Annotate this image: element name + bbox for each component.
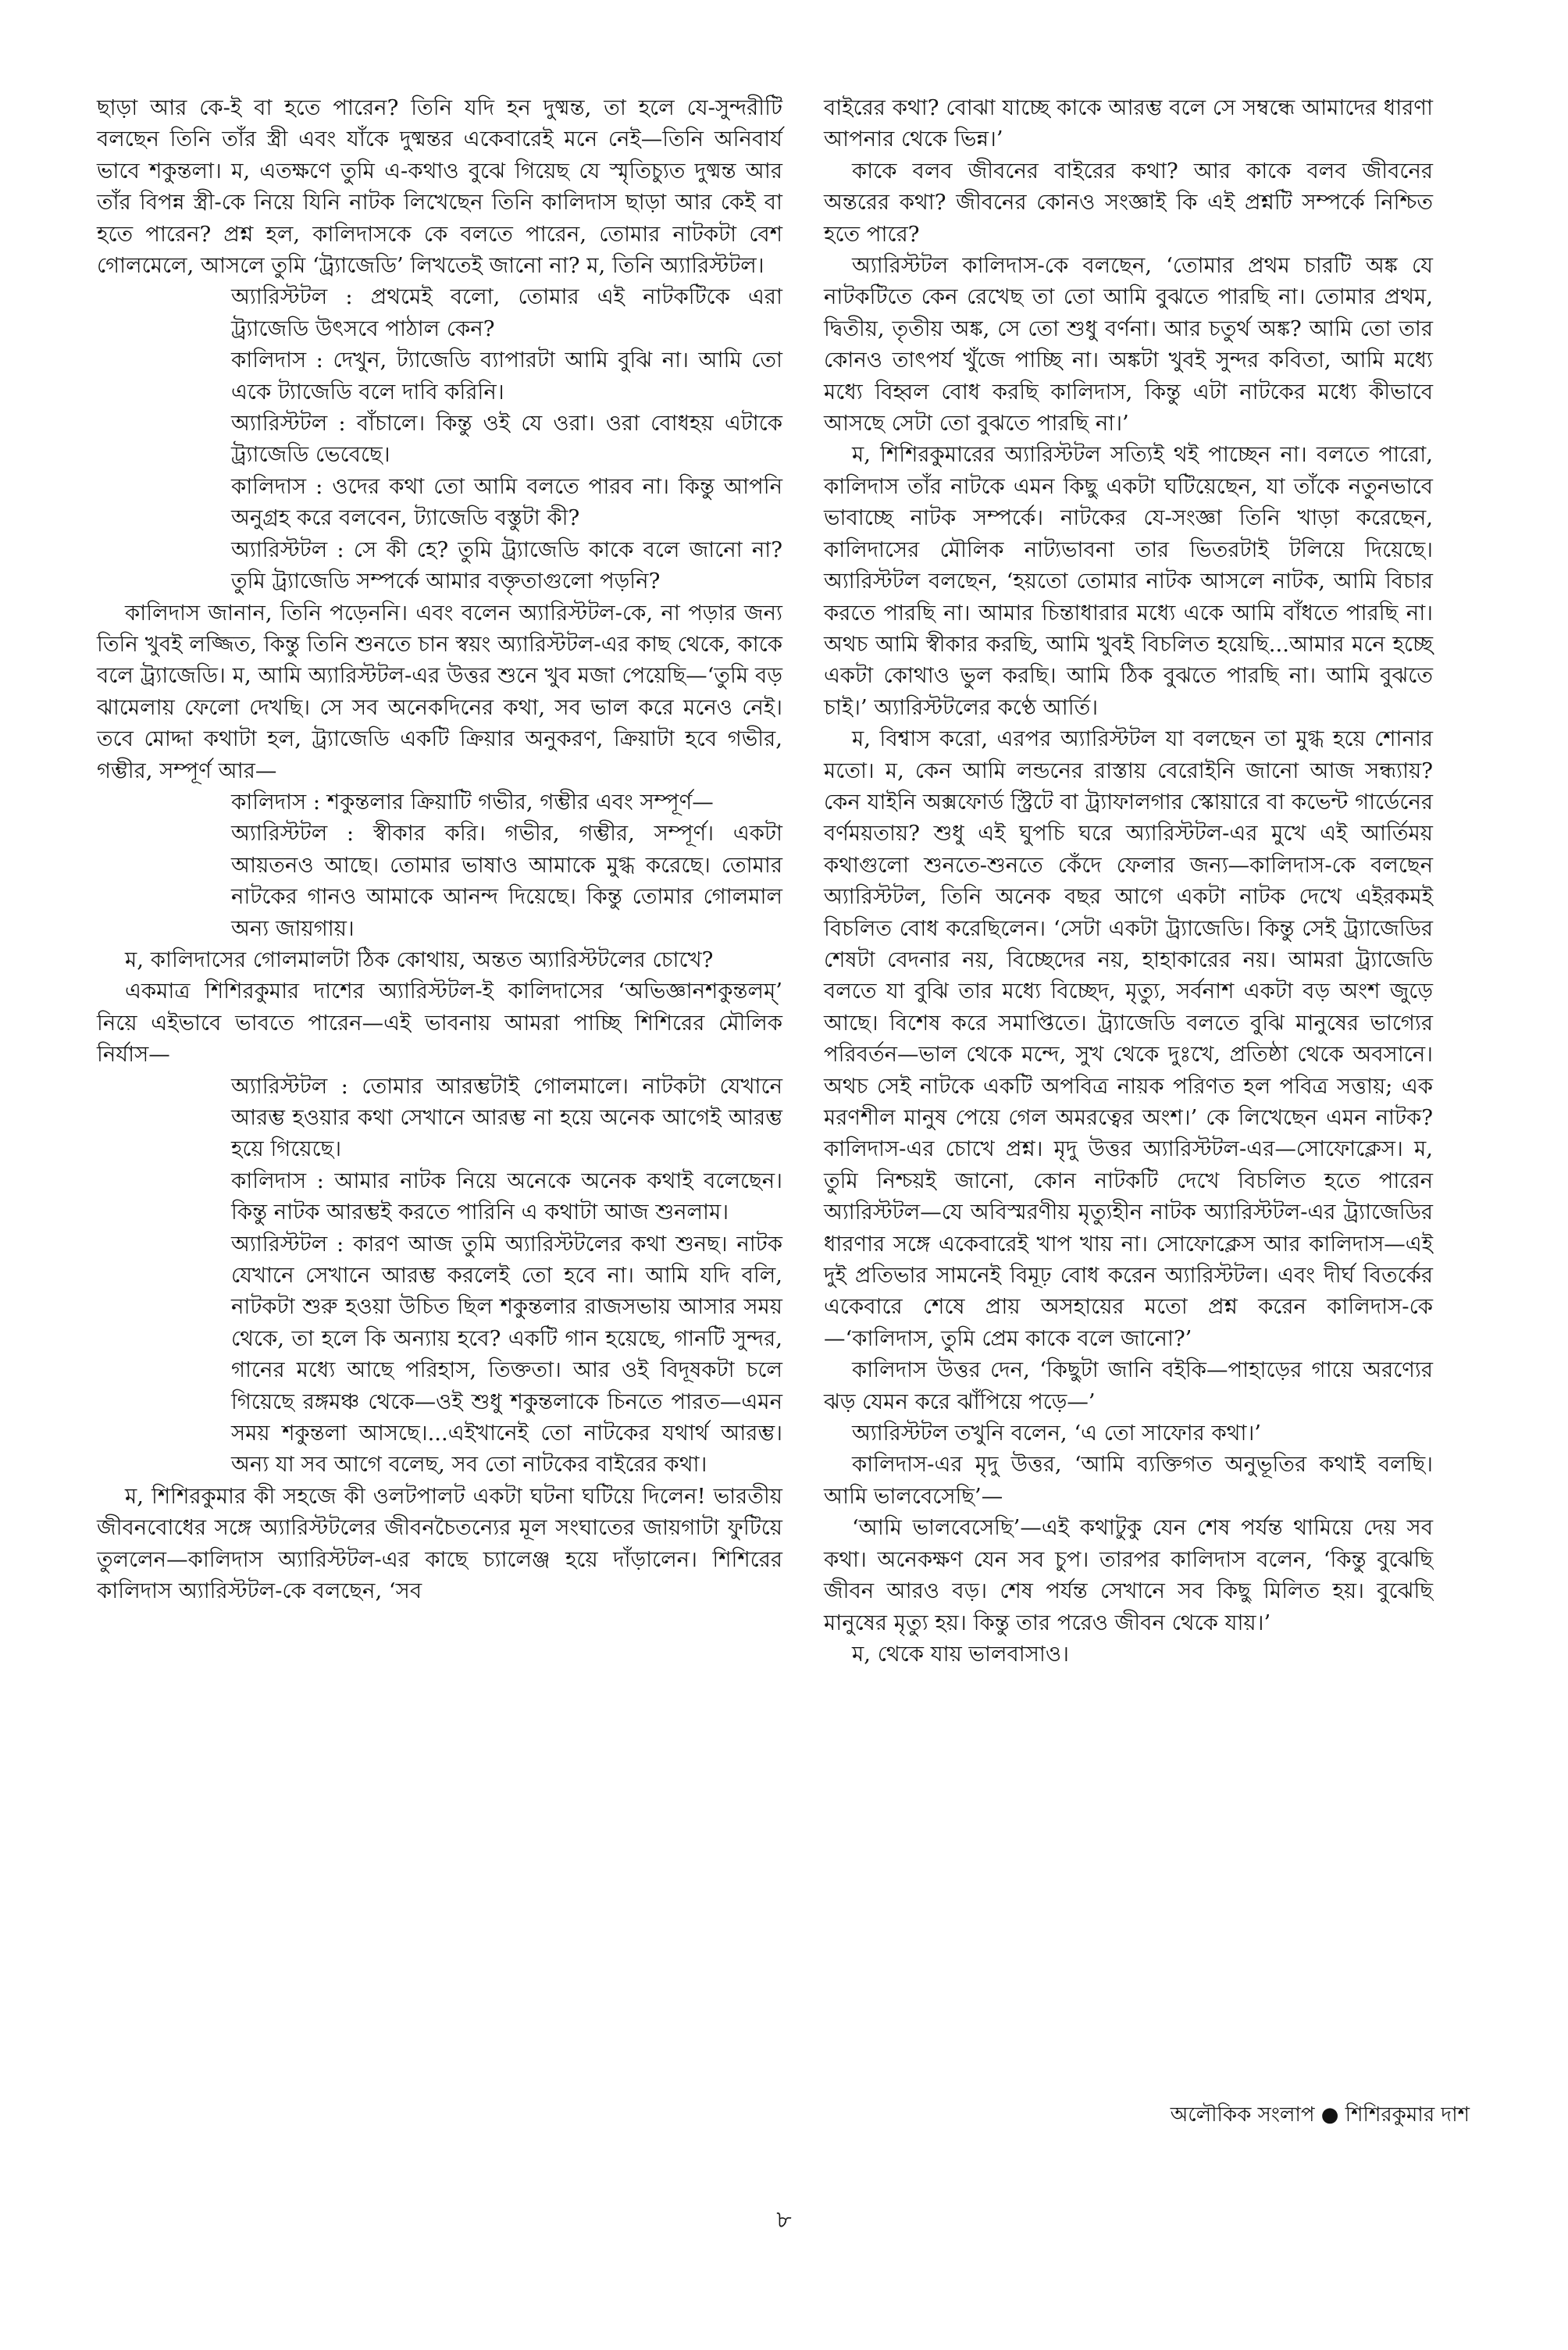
- body-paragraph: ম, বিশ্বাস করো, এরপর অ্যারিস্টটল যা বলছেন তা মুগ্ধ হয়ে শোনার মতো। ম, কেন আমি লন্ডনের রাস্তায় বেরোইনি জানো আজ সন্ধ্যায়? কেন যাইনি অক্সফোর্ড স্ট্রিটে বা ট্র্যাফালগার স্কোয়ারে বা কভেন্ট গার্ডেনের বর্ণময়তায়? শুধু এই ঘুপচি ঘরে অ্যারিস্টটল-এর মুখে এই আর্তিময় কথাগুলো শুনতে-শুনতে কেঁদে ফেলার জন্য—কালিদাস-কে বলছেন অ্যারিস্টটল, তিনি অনেক বছর আগে একটা নাটক দেখে এইরকমই বিচলিত বোধ করেছিলেন। ‘সেটা একটা ট্র্যাজেডি। কিন্তু সেই ট্র্যাজেডির শেষটা বেদনার নয়, বিচ্ছেদের নয়, হাহাকারের নয়। আমরা ট্র্যাজেডি বলতে যা বুঝি তার মধ্যে বিচ্ছেদ, মৃত্যু, সর্বনাশ একটা বড় অংশ জুড়ে আছে। বিশেষ করে সমাপ্তিতে। ট্র্যাজেডি বলতে বুঝি মানুষের ভাগ্যের পরিবর্তন—ভাল থেকে মন্দে, সুখ থেকে দুঃখে, প্রতিষ্ঠা থেকে অবসানে। অথচ সেই নাটকে একটি অপবিত্র নায়ক পরিণত হল পবিত্র সত্তায়; এক মরণশীল মানুষ পেয়ে গেল অমরত্বের অংশ।’ কে লিখেছেন এমন নাটক? কালিদাস-এর চোখে প্রশ্ন। মৃদু উত্তর অ্যারিস্টটল-এর—সোফোক্লেস। ম, তুমি নিশ্চয়ই জানো, কোন নাটকটি দেখে বিচলিত হতে পারেন অ্যারিস্টটল—যে অবিস্মরণীয় মৃত্যুহীন নাটক অ্যারিস্টটল-এর ট্র্যাজেডির ধারণার সঙ্গে একেবারেই খাপ খায় না। সোফোক্লেস আর কালিদাস—এই দুই প্রতিভার সামনেই বিমূঢ় বোধ করেন অ্যারিস্টটল। এবং দীর্ঘ বিতর্কের একেবারে শেষে প্রায় অসহায়ের মতো প্রশ্ন করেন কালিদাস-কে—‘কালিদাস, তুমি প্রেম কাকে বলে জানো?’: [824, 726, 1433, 1351]
- body-paragraph: কালিদাস-এর মৃদু উত্তর, ‘আমি ব্যক্তিগত অনুভূতির কথাই বলছি। আমি ভালবেসেছি’—: [824, 1452, 1433, 1509]
- dialogue-line: কালিদাস : শকুন্তলার ক্রিয়াটি গভীর, গম্ভীর এবং সম্পূর্ণ—: [231, 789, 714, 815]
- dialogue-line: কালিদাস : ওদের কথা তো আমি বলতে পারব না। কিন্তু আপনি অনুগ্রহ করে বলবেন, ট্যাজেডি বস্তুটা কী?: [231, 473, 782, 531]
- body-paragraph: ম, থেকে যায় ভালবাসাও।: [852, 1641, 1069, 1667]
- body-paragraph: কালিদাস উত্তর দেন, ‘কিছুটা জানি বইকি—পাহাড়ের গায়ে অরণ্যের ঝড় যেমন করে ঝাঁপিয়ে পড়ে—’: [824, 1357, 1433, 1414]
- body-paragraph: ‘আমি ভালবেসেছি’—এই কথাটুকু যেন শেষ পর্যন্ত থামিয়ে দেয় সব কথা। অনেকক্ষণ যেন সব চুপ। তারপর কালিদাস বলেন, ‘কিন্তু বুঝেছি জীবন আরও বড়। শেষ পর্যন্ত সেখানে সব কিছু মিলিত হয়। বুঝেছি মানুষের মৃত্যু হয়। কিন্তু তার পরেও জীবন থেকে যায়।’: [824, 1515, 1433, 1635]
- dialogue-line: কালিদাস : দেখুন, ট্যাজেডি ব্যাপারটা আমি বুঝি না। আমি তো একে ট্যাজেডি বলে দাবি করিনি।: [231, 348, 782, 405]
- right-column: [824, 92, 1433, 1670]
- body-paragraph: একমাত্র শিশিরকুমার দাশের অ্যারিস্টটল-ই কালিদাসের ‘অভিজ্ঞানশকুন্তলম্’ নিয়ে এইভাবে ভাবতে পারেন—এই ভাবনায় আমরা পাচ্ছি শিশিরের মৌলিক নির্যাস—: [97, 979, 782, 1068]
- body-paragraph: অ্যারিস্টটল তখুনি বলেন, ‘এ তো সাফোর কথা।’: [852, 1421, 1262, 1446]
- dialogue-line: অ্যারিস্টটল : বাঁচালে। কিন্তু ওই যে ওরা। ওরা বোধহয় এটাকে ট্র্যাজেডি ভেবেছে।: [231, 411, 782, 468]
- dialogue-line: অ্যারিস্টটল : স্বীকার করি। গভীর, গম্ভীর, সম্পূর্ণ। একটা আয়তনও আছে। তোমার ভাষাও আমাকে মুগ্ধ করেছে। তোমার নাটকের গানও আমাকে আনন্দ দিয়েছে। কিন্তু তোমার গোলমাল অন্য জায়গায়।: [231, 821, 782, 941]
- dialogue-line: অ্যারিস্টটল : সে কী হে? তুমি ট্র্যাজেডি কাকে বলে জানো না? তুমি ট্র্যাজেডি সম্পর্কে আমার বক্তৃতাগুলো পড়নি?: [231, 537, 782, 594]
- dialogue-line: কালিদাস : আমার নাটক নিয়ে অনেকে অনেক কথাই বলেছেন। কিন্তু নাটক আরম্ভই করতে পারিনি এ কথাটা আজ শুনলাম।: [231, 1168, 782, 1225]
- article-credit: অলৌকিক সংলাপ ● শিশিরকুমার দাশ: [1170, 2103, 1470, 2127]
- page-number: ৮: [776, 2206, 792, 2234]
- body-paragraph: ম, শিশিরকুমারের অ্যারিস্টটল সত্যিই থই পাচ্ছেন না। বলতে পারো, কালিদাস তাঁর নাটকে এমন কিছু একটা ঘটিয়েছেন, যা তাঁকে নতুনভাবে ভাবাচ্ছে নাটক সম্পর্কে। নাটকের যে-সংজ্ঞা তিনি খাড়া করেছেন, কালিদাসের মৌলিক নাট্যভাবনা তার ভিতরটাই টলিয়ে দিয়েছে। অ্যারিস্টটল বলছেন, ‘হয়তো তোমার নাটক আসলে নাটক, আমি বিচার করতে পারছি না। আমার চিন্তাধারার মধ্যে একে আমি বাঁধতে পারছি না। অথচ আমি স্বীকার করছি, আমি খুবই বিচলিত হয়েছি...আমার মনে হচ্ছে একটা কোথাও ভুল করছি। আমি ঠিক বুঝতে পারছি না। আমি বুঝতে চাই।’ অ্যারিস্টটলের কণ্ঠে আর্তি।: [824, 442, 1433, 720]
- body-paragraph: ছাড়া আর কে-ই বা হতে পারেন? তিনি যদি হন দুষ্মন্ত, তা হলে যে-সুন্দরীটি বলছেন তিনি তাঁর স্ত্রী এবং যাঁকে দুষ্মন্তর একেবারেই মনে নেই—তিনি অনিবার্য ভাবে শকুন্তলা। ম, এতক্ষণে তুমি এ-কথাও বুঝে গিয়েছ যে স্মৃতিচ্যুত দুষ্মন্ত আর তাঁর বিপন্ন স্ত্রী-কে নিয়ে যিনি নাটক লিখেছেন তিনি কালিদাস ছাড়া আর কেই বা হতে পারেন? প্রশ্ন হল, কালিদাসকে কে বলতে পারেন, তোমার নাটকটা বেশ গোলমেলে, আসলে তুমি ‘ট্র্যাজেডি’ লিখতেই জানো না? ম, তিনি অ্যারিস্টটল।: [97, 95, 782, 279]
- body-paragraph: কালিদাস জানান, তিনি পড়েননি। এবং বলেন অ্যারিস্টটল-কে, না পড়ার জন্য তিনি খুবই লজ্জিত, কিন্তু তিনি শুনতে চান স্বয়ং অ্যারিস্টটল-এর কাছ থেকে, কাকে বলে ট্র্যাজেডি। ম, আমি অ্যারিস্টটল-এর উত্তর শুনে খুব মজা পেয়েছি—‘তুমি বড় ঝামেলায় ফেলো দেখছি। সে সব অনেকদিনের কথা, সব ভাল করে মনেও নেই। তবে মোদ্দা কথাটা হল, ট্র্যাজেডি একটি ক্রিয়ার অনুকরণ, ক্রিয়াটা হবে গভীর, গম্ভীর, সম্পূর্ণ আর—: [97, 600, 782, 783]
- dialogue-line: অ্যারিস্টটল : তোমার আরম্ভটাই গোলমালে। নাটকটা যেখানে আরম্ভ হওয়ার কথা সেখানে আরম্ভ না হয়ে অনেক আগেই আরম্ভ হয়ে গিয়েছে।: [231, 1073, 782, 1162]
- body-paragraph: কাকে বলব জীবনের বাইরের কথা? আর কাকে বলব জীবনের অন্তরের কথা? জীবনের কোনও সংজ্ঞাই কি এই প্রশ্নটি সম্পর্কে নিশ্চিত হতে পারে?: [824, 158, 1433, 247]
- body-paragraph: অ্যারিস্টটল কালিদাস-কে বলছেন, ‘তোমার প্রথম চারটি অঙ্ক যে নাটকটিতে কেন রেখেছ তা তো আমি বুঝতে পারছি না। তোমার প্রথম, দ্বিতীয়, তৃতীয় অঙ্ক, সে তো শুধু বর্ণনা। আর চতুর্থ অঙ্ক? আমি তো তার কোনও তাৎপর্য খুঁজে পাচ্ছি না। অঙ্কটা খুবই সুন্দর কবিতা, আমি মধ্যে মধ্যে বিহ্বল বোধ করছি কালিদাস, কিন্তু এটা নাটকের মধ্যে কীভাবে আসছে সেটা তো বুঝতে পারছি না।’: [824, 253, 1433, 437]
- body-paragraph: ম, শিশিরকুমার কী সহজে কী ওলটপালট একটা ঘটনা ঘটিয়ে দিলেন! ভারতীয় জীবনবোধের সঙ্গে অ্যারিস্টটলের জীবনচৈতন্যের মূল সংঘাতের জায়গাটা ফুটিয়ে তুললেন—কালিদাস অ্যারিস্টটল-এর কাছে চ্যালেঞ্জ হয়ে দাঁড়ালেন। শিশিরের কালিদাস অ্যারিস্টটল-কে বলছেন, ‘সব: [97, 1483, 782, 1604]
- left-column: [97, 92, 782, 1607]
- body-paragraph: ম, কালিদাসের গোলমালটা ঠিক কোথায়, অন্তত অ্যারিস্টটলের চোখে?: [125, 947, 714, 972]
- dialogue-line: অ্যারিস্টটল : কারণ আজ তুমি অ্যারিস্টটলের কথা শুনছ। নাটক যেখানে সেখানে আরম্ভ করলেই তো হবে না। আমি যদি বলি, নাটকটা শুরু হওয়া উচিত ছিল শকুন্তলার রাজসভায় আসার সময় থেকে, তা হলে কি অন্যায় হবে? একটি গান হয়েছে, গানটি সুন্দর, গানের মধ্যে আছে পরিহাস, তিক্ততা। আর ওই বিদূষকটা চলে গিয়েছে রঙ্গমঞ্চ থেকে—ওই শুধু শকুন্তলাকে চিনতে পারত—এমন সময় শকুন্তলা আসছে।...এইখানেই তো নাটকের যথার্থ আরম্ভ। অন্য যা সব আগে বলেছ, সব তো নাটকের বাইরের কথা।: [231, 1231, 782, 1478]
- body-paragraph: বাইরের কথা? বোঝা যাচ্ছে কাকে আরম্ভ বলে সে সম্বন্ধে আমাদের ধারণা আপনার থেকে ভিন্ন।’: [824, 95, 1433, 152]
- dialogue-line: অ্যারিস্টটল : প্রথমেই বলো, তোমার এই নাটকটিকে এরা ট্র্যাজেডি উৎসবে পাঠাল কেন?: [231, 284, 782, 341]
